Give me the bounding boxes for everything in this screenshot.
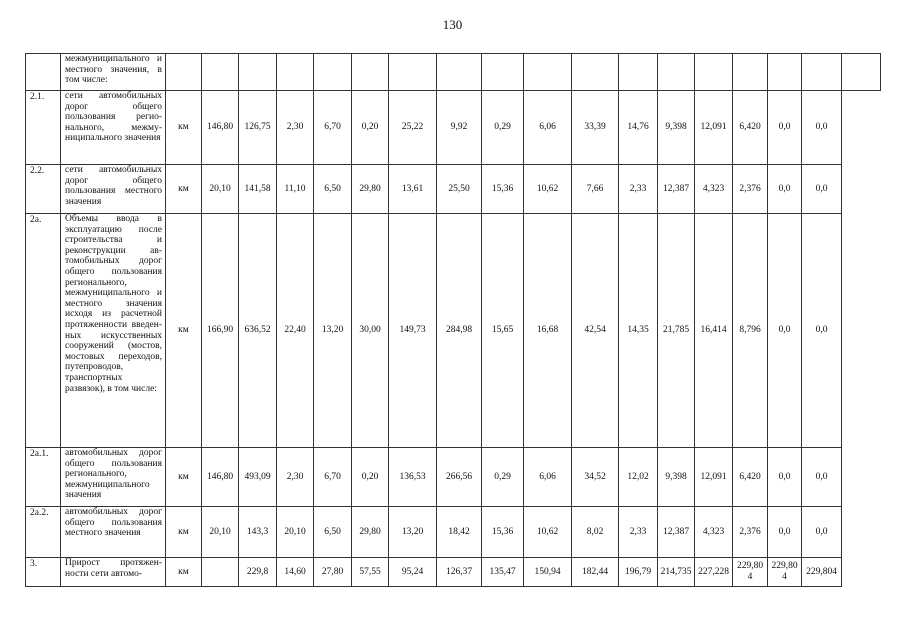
value-cell: 2,376	[733, 165, 768, 214]
value-cell: 29,80	[352, 165, 389, 214]
indicator-description: сети автомобильных дорог общего пользования местного значения	[61, 165, 166, 214]
unit-cell: км	[166, 214, 202, 448]
value-cell: 42,54	[572, 214, 619, 448]
indicator-description: автомобильных дорог общего пользования регионального, межмуниципального значения	[61, 448, 166, 507]
value-cell: 0,20	[352, 448, 389, 507]
value-cell: 141,58	[239, 165, 277, 214]
value-cell: 0,0	[802, 448, 842, 507]
value-cell: 22,40	[277, 214, 314, 448]
value-cell: 9,398	[658, 448, 695, 507]
value-cell: 0,0	[802, 165, 842, 214]
value-cell	[314, 54, 352, 91]
value-cell: 2,376	[733, 507, 768, 558]
value-cell: 0,0	[768, 214, 802, 448]
value-cell	[695, 54, 733, 91]
value-cell: 266,56	[437, 448, 482, 507]
value-cell	[482, 54, 524, 91]
value-cell: 284,98	[437, 214, 482, 448]
value-cell: 33,39	[572, 91, 619, 165]
value-cell: 15,65	[482, 214, 524, 448]
value-cell: 27,80	[314, 558, 352, 587]
unit-cell: км	[166, 558, 202, 587]
value-cell: 6,420	[733, 91, 768, 165]
value-cell: 135,47	[482, 558, 524, 587]
value-cell: 9,398	[658, 91, 695, 165]
value-cell	[202, 558, 239, 587]
value-cell: 229,8	[239, 558, 277, 587]
value-cell: 20,10	[202, 165, 239, 214]
value-cell: 2,30	[277, 91, 314, 165]
value-cell: 13,20	[314, 214, 352, 448]
value-cell: 149,73	[389, 214, 437, 448]
value-cell	[733, 54, 768, 91]
row-number: 3.	[26, 558, 61, 587]
value-cell: 0,20	[352, 91, 389, 165]
value-cell: 6,70	[314, 448, 352, 507]
value-cell: 0,0	[802, 507, 842, 558]
value-cell: 146,80	[202, 448, 239, 507]
value-cell	[802, 54, 842, 91]
unit-cell: км	[166, 507, 202, 558]
value-cell: 8,02	[572, 507, 619, 558]
value-cell: 150,94	[524, 558, 572, 587]
unit-cell: км	[166, 91, 202, 165]
row-number: 2.2.	[26, 165, 61, 214]
row-number: 2а.1.	[26, 448, 61, 507]
value-cell: 0,29	[482, 448, 524, 507]
indicator-description: межмуниципального и местного значения, в том числе:	[61, 54, 166, 91]
value-cell: 166,90	[202, 214, 239, 448]
value-cell: 0,0	[802, 91, 842, 165]
value-cell: 229,804	[733, 558, 768, 587]
value-cell: 15,36	[482, 165, 524, 214]
value-cell: 11,10	[277, 165, 314, 214]
value-cell: 16,414	[695, 214, 733, 448]
value-cell: 229,804	[802, 558, 842, 587]
row-number: 2.1.	[26, 91, 61, 165]
value-cell: 7,66	[572, 165, 619, 214]
value-cell: 0,0	[768, 165, 802, 214]
value-cell: 15,36	[482, 507, 524, 558]
value-cell: 6,50	[314, 165, 352, 214]
value-cell: 25,22	[389, 91, 437, 165]
indicator-description: сети автомобильных дорог общего пользования регионального, межмуниципального значения	[61, 91, 166, 165]
value-cell	[352, 54, 389, 91]
value-cell	[524, 54, 572, 91]
value-cell: 126,37	[437, 558, 482, 587]
value-cell: 2,33	[619, 507, 658, 558]
value-cell	[619, 54, 658, 91]
row-number	[26, 54, 61, 91]
table-row	[26, 558, 881, 587]
value-cell: 196,79	[619, 558, 658, 587]
value-cell: 146,80	[202, 91, 239, 165]
table-row	[26, 91, 881, 165]
value-cell: 25,50	[437, 165, 482, 214]
unit-cell: км	[166, 165, 202, 214]
value-cell: 14,76	[619, 91, 658, 165]
indicator-description: Объемы ввода в эксплуатацию после строительства и реконструкции автомобильных дорог общего пользования регионального, межмуниципального и местного значения исходя из расчетной протяженности введенных искусственных сооружений (мостов, мостовых переходов, путепроводов, транспортных развязок), в том числе:	[61, 214, 166, 448]
value-cell: 2,30	[277, 448, 314, 507]
value-cell	[842, 54, 881, 91]
row-number: 2а.2.	[26, 507, 61, 558]
value-cell: 214,735	[658, 558, 695, 587]
table-row	[26, 507, 881, 558]
value-cell	[239, 54, 277, 91]
table-row	[26, 448, 881, 507]
value-cell: 16,68	[524, 214, 572, 448]
value-cell	[277, 54, 314, 91]
value-cell	[658, 54, 695, 91]
value-cell: 12,091	[695, 448, 733, 507]
value-cell: 9,92	[437, 91, 482, 165]
value-cell: 0,0	[768, 448, 802, 507]
value-cell: 12,387	[658, 165, 695, 214]
value-cell: 12,091	[695, 91, 733, 165]
table-row	[26, 54, 881, 91]
value-cell: 2,33	[619, 165, 658, 214]
value-cell: 4,323	[695, 165, 733, 214]
value-cell	[437, 54, 482, 91]
value-cell: 12,02	[619, 448, 658, 507]
value-cell	[572, 54, 619, 91]
value-cell	[202, 54, 239, 91]
value-cell: 29,80	[352, 507, 389, 558]
value-cell: 30,00	[352, 214, 389, 448]
value-cell: 4,323	[695, 507, 733, 558]
value-cell: 8,796	[733, 214, 768, 448]
value-cell: 6,70	[314, 91, 352, 165]
value-cell: 13,61	[389, 165, 437, 214]
value-cell: 14,35	[619, 214, 658, 448]
value-cell: 6,420	[733, 448, 768, 507]
value-cell: 6,50	[314, 507, 352, 558]
road-indicators-table	[25, 53, 881, 587]
value-cell: 229,804	[768, 558, 802, 587]
table-row	[26, 165, 881, 214]
value-cell: 182,44	[572, 558, 619, 587]
value-cell: 14,60	[277, 558, 314, 587]
value-cell	[389, 54, 437, 91]
value-cell: 20,10	[202, 507, 239, 558]
value-cell: 57,55	[352, 558, 389, 587]
value-cell: 20,10	[277, 507, 314, 558]
value-cell	[768, 54, 802, 91]
row-number: 2а.	[26, 214, 61, 448]
value-cell: 6,06	[524, 91, 572, 165]
value-cell: 34,52	[572, 448, 619, 507]
value-cell: 21,785	[658, 214, 695, 448]
value-cell: 0,29	[482, 91, 524, 165]
value-cell: 493,09	[239, 448, 277, 507]
indicator-description: Прирост протяженности сети автомо-	[61, 558, 166, 587]
value-cell: 95,24	[389, 558, 437, 587]
value-cell: 10,62	[524, 507, 572, 558]
value-cell: 13,20	[389, 507, 437, 558]
value-cell: 227,228	[695, 558, 733, 587]
value-cell: 136,53	[389, 448, 437, 507]
value-cell: 6,06	[524, 448, 572, 507]
page-number: 130	[442, 17, 463, 32]
indicator-description: автомобильных дорог общего пользования местного значения	[61, 507, 166, 558]
unit-cell: км	[166, 448, 202, 507]
value-cell: 126,75	[239, 91, 277, 165]
value-cell: 10,62	[524, 165, 572, 214]
value-cell: 143,3	[239, 507, 277, 558]
table-row	[26, 214, 881, 448]
value-cell: 12,387	[658, 507, 695, 558]
value-cell: 0,0	[802, 214, 842, 448]
value-cell: 636,52	[239, 214, 277, 448]
value-cell: 18,42	[437, 507, 482, 558]
unit-cell	[166, 54, 202, 91]
value-cell: 0,0	[768, 507, 802, 558]
value-cell: 0,0	[768, 91, 802, 165]
